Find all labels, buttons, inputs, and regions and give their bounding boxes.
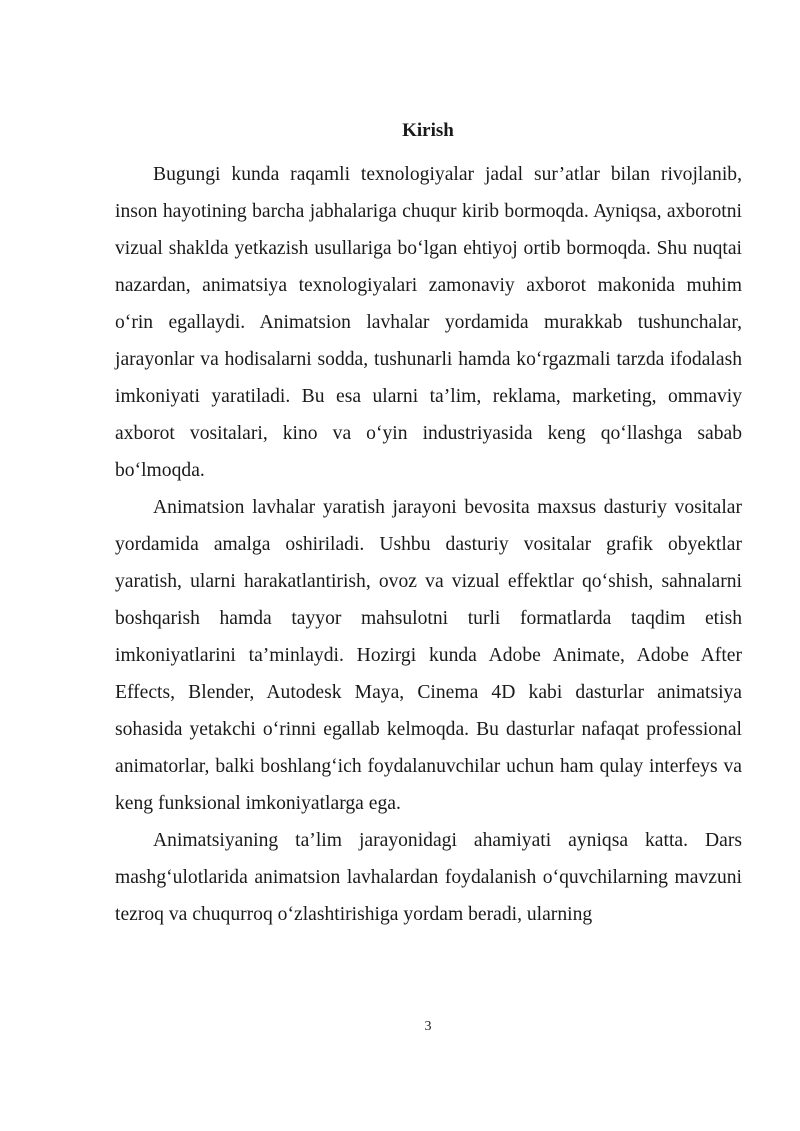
- paragraph-3: Animatsiyaning ta’lim jarayonidagi ahamiyati ayniqsa katta. Dars mashg‘ulotlarida animatsion lavhalardan foydalanish o‘quvchilarning mavzuni tezroq va chuqurroq o‘zlashtirishiga yordam beradi, ularning: [115, 830, 742, 925]
- paragraph-2: Animatsion lavhalar yaratish jarayoni bevosita maxsus dasturiy vositalar yordamida amalga oshiriladi. Ushbu dasturiy vositalar grafik obyektlar yaratish, ularni harakatlantirish, ovoz va vizual effektlar qo‘shish, sahnalarni boshqarish hamda tayyor mahsulotni turli formatlarda taqdim etish imkoniyatlarini ta’minlaydi. Hozirgi kunda Adobe Animate, Adobe After Effects, Blender, Autodesk Maya, Cinema 4D kabi dasturlar animatsiya sohasida yetakchi o‘rinni egallab kelmoqda. Bu dasturlar nafaqat professional animatorlar, balki boshlang‘ich foydalanuvchilar uchun ham qulay interfeys va keng funksional imkoniyatlarga ega.: [115, 497, 742, 814]
- document-body: [115, 156, 742, 933]
- page-number: 3: [424, 1019, 432, 1034]
- paragraph-1: Bugungi kunda raqamli texnologiyalar jadal sur’atlar bilan rivojlanib, inson hayotining barcha jabhalariga chuqur kirib bormoqda. Ayniqsa, axborotni vizual shaklda yetkazish usullariga bo‘lgan ehtiyoj ortib bormoqda. Shu nuqtai nazardan, animatsiya texnologiyalari zamonaviy axborot makonida muhim o‘rin egallaydi. Animatsion lavhalar yordamida murakkab tushunchalar, jarayonlar va hodisalarni sodda, tushunarli hamda ko‘rgazmali tarzda ifodalash imkoniyati yaratiladi. Bu esa ularni ta’lim, reklama, marketing, ommaviy axborot vositalari, kino va o‘yin industriyasida keng qo‘llashga sabab bo‘lmoqda.: [115, 164, 742, 481]
- page-title: Kirish: [402, 120, 454, 141]
